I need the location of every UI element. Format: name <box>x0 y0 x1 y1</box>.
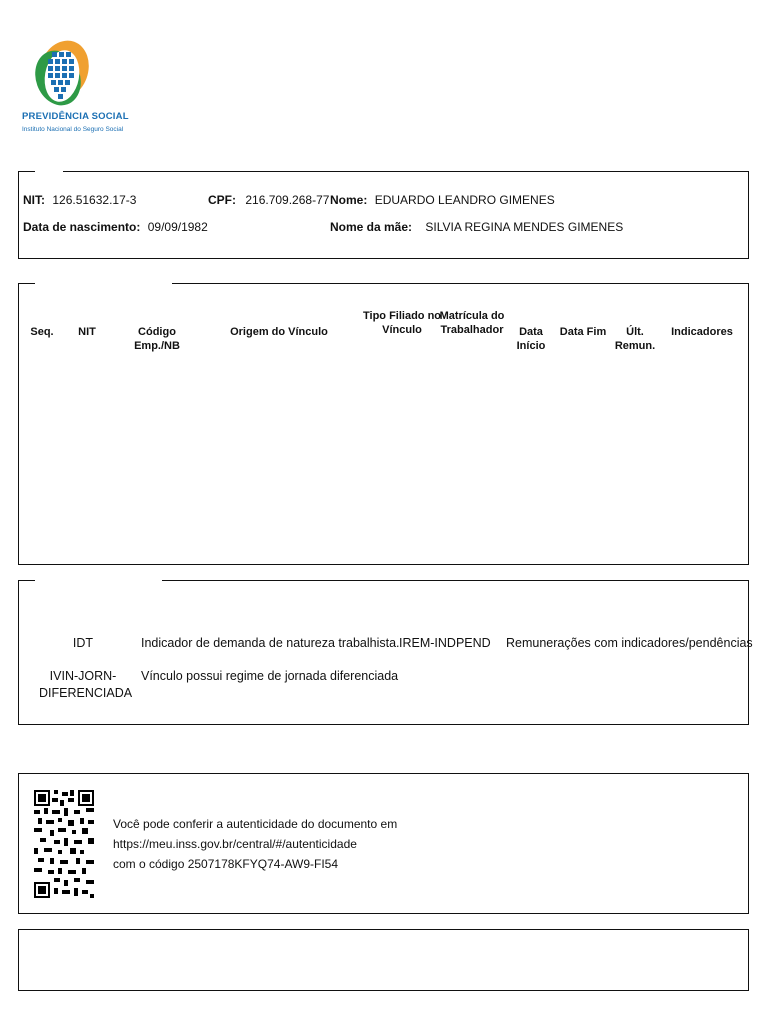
nit-field <box>23 193 136 207</box>
col-header-nit: NIT <box>78 326 96 338</box>
verification-code: com o código 2507178KFYQ74-AW9-FI54 <box>113 857 339 871</box>
col-header-tipo-line1: Tipo Filiado no <box>363 310 442 322</box>
col-header-matricula <box>439 309 505 337</box>
col-header-data-inicio: Data Início <box>516 326 546 352</box>
legend-code-ivin-line1: IVIN-JORN- <box>49 669 117 683</box>
box-border <box>63 171 748 172</box>
legend-desc-idt: Indicador de demanda de natureza trabalhista. <box>141 636 400 650</box>
verification-line1: Você pode conferir a autenticidade do documento em <box>113 817 398 831</box>
empty-box <box>18 929 749 991</box>
box-border <box>162 580 748 581</box>
name-value: EDUARDO LEANDRO GIMENES <box>374 193 555 207</box>
cpf-label: CPF: <box>208 193 236 207</box>
col-header-indicadores: Indicadores <box>671 326 733 338</box>
legend-code-idt: IDT <box>72 636 94 650</box>
col-header-tipo-filiado <box>363 309 441 337</box>
birth-value: 09/09/1982 <box>147 220 208 234</box>
legend-code-ivin <box>39 668 133 702</box>
name-label: Nome: <box>330 193 368 207</box>
relations-table-box <box>18 283 749 565</box>
nit-value: 126.51632.17-3 <box>52 193 137 207</box>
col-header-data-fim: Data Fim <box>559 326 607 338</box>
col-header-origem: Origem do Vínculo <box>230 326 328 338</box>
birth-field <box>23 220 208 234</box>
col-header-matricula-line2: Trabalhador <box>440 324 504 336</box>
col-header-codigo: Código Emp./NB <box>134 326 180 352</box>
box-border <box>19 171 35 172</box>
cpf-value: 216.709.268-77 <box>245 193 330 207</box>
col-header-seq: Seq. <box>30 326 54 338</box>
name-field <box>330 193 555 207</box>
person-info-box <box>18 171 749 259</box>
legend-box <box>18 580 753 725</box>
verification-text <box>113 814 397 874</box>
birth-label: Data de nascimento: <box>23 220 141 234</box>
logo-brand-text: PREVIDÊNCIA SOCIAL <box>22 111 129 122</box>
box-border <box>19 283 35 284</box>
legend-code-irem: IREM-INDPEND <box>399 636 491 650</box>
legend-code-ivin-line2: DIFERENCIADA <box>39 686 133 700</box>
legend-desc-ivin: Vínculo possui regime de jornada diferenciada <box>141 669 399 683</box>
nit-label: NIT: <box>23 193 45 207</box>
col-header-tipo-line2: Vínculo <box>382 324 422 336</box>
mother-value: SILVIA REGINA MENDES GIMENES <box>425 220 624 234</box>
box-border <box>19 580 35 581</box>
legend-desc-irem: Remunerações com indicadores/pendências <box>506 636 753 650</box>
logo-subtitle-text: Instituto Nacional do Seguro Social <box>22 126 124 133</box>
col-header-ult-remun: Últ. Remun. <box>614 326 656 352</box>
verification-url: https://meu.inss.gov.br/central/#/autenticidade <box>113 837 357 851</box>
box-border <box>172 283 748 284</box>
mother-label: Nome da mãe: <box>330 220 413 234</box>
col-header-matricula-line1: Matrícula do <box>439 310 505 322</box>
mother-field <box>330 220 623 234</box>
qr-code-icon <box>34 790 94 898</box>
cpf-field <box>208 193 329 207</box>
